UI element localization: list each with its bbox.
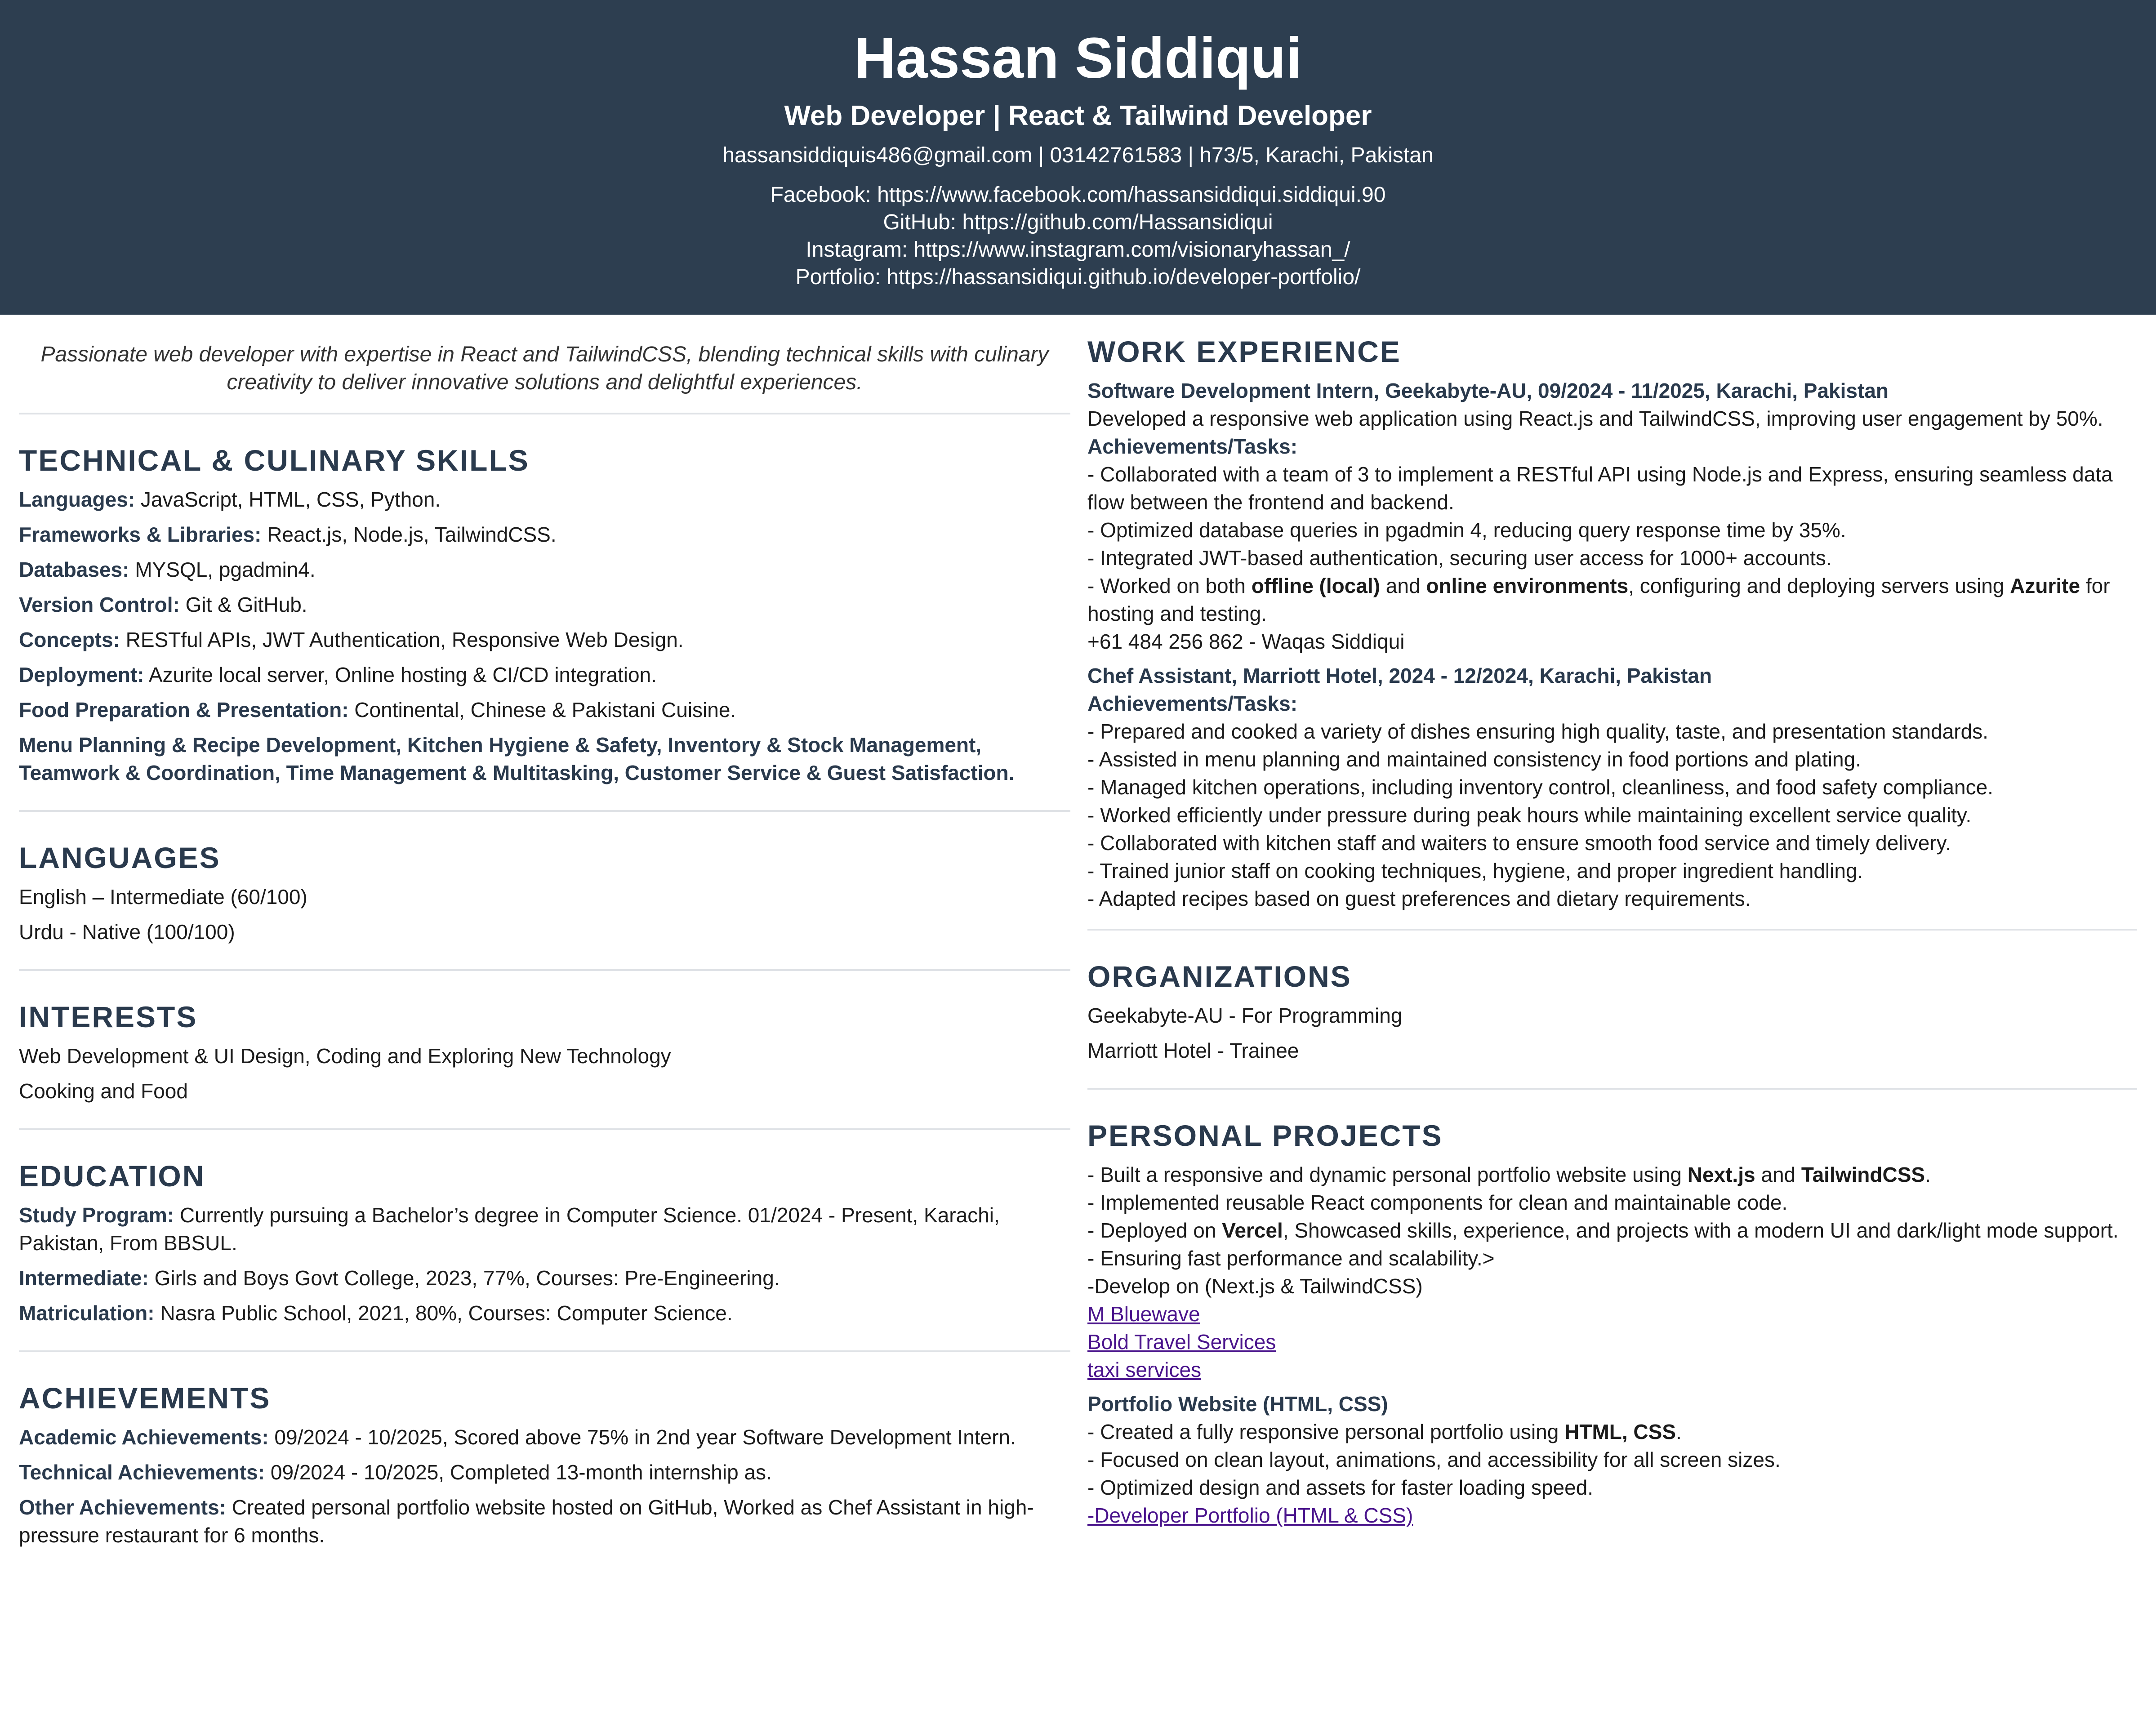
skill-value: Git & GitHub.	[179, 593, 307, 616]
project-bold: HTML, CSS	[1564, 1420, 1676, 1443]
skill-value: MYSQL, pgadmin4.	[129, 558, 316, 581]
skill-row	[19, 661, 1070, 689]
education-item	[19, 1264, 1070, 1292]
project-line: -Develop on (Next.js & TailwindCSS)	[1087, 1274, 1423, 1298]
reference: +61 484 256 862 - Waqas Siddiqui	[1087, 630, 1405, 653]
soft-skills: Menu Planning & Recipe Development, Kitchen Hygiene & Safety, Inventory & Stock Management, Teamwork & Coordination, Time Management & Multitasking, Customer Service & Guest Satisfaction.	[19, 733, 1015, 784]
achievement-value: 09/2024 - 10/2025, Completed 13-month internship as.	[265, 1461, 772, 1484]
education-item	[19, 1201, 1070, 1257]
project-text: .	[1925, 1163, 1931, 1186]
project-text: , Showcased skills, experience, and projects with a modern UI and dark/light mode support.	[1283, 1219, 2119, 1242]
project-line	[1087, 1418, 2137, 1446]
task-item: - Trained junior staff on cooking techniques, hygiene, and proper ingredient handling.	[1087, 859, 1863, 882]
education-value: Girls and Boys Govt College, 2023, 77%, Courses: Pre-Engineering.	[148, 1266, 780, 1290]
skill-value: React.js, Node.js, TailwindCSS.	[261, 523, 557, 546]
organizations-section	[1087, 931, 2137, 1090]
skill-label: Deployment:	[19, 663, 144, 686]
project-text: .	[1676, 1420, 1682, 1443]
section-title: PERSONAL PROJECTS	[1087, 1119, 1443, 1152]
skill-value: Azurite local server, Online hosting & CI/CD integration.	[144, 663, 657, 686]
project-bold: Next.js	[1687, 1163, 1755, 1186]
project-bold: Vercel	[1222, 1219, 1283, 1242]
project-bold: TailwindCSS	[1801, 1163, 1925, 1186]
task-item: - Worked efficiently under pressure during peak hours while maintaining excellent service quality.	[1087, 803, 1972, 827]
project-text: - Deployed on	[1087, 1219, 1222, 1242]
skill-row	[19, 626, 1070, 654]
achievement-value: 09/2024 - 10/2025, Scored above 75% in 2nd year Software Development Intern.	[268, 1425, 1016, 1449]
facebook-link[interactable]: Facebook: https://www.facebook.com/hassansiddiqui.siddiqui.90	[770, 183, 1386, 207]
project-line: - Ensuring fast performance and scalability.>	[1087, 1247, 1495, 1270]
project-line: - Optimized design and assets for faster loading speed.	[1087, 1476, 1594, 1499]
section-title: TECHNICAL & CULINARY SKILLS	[19, 444, 530, 477]
achievement-label: Academic Achievements:	[19, 1425, 269, 1449]
project-link[interactable]: Bold Travel Services	[1087, 1330, 1276, 1354]
projects-section	[1087, 1090, 2137, 1545]
section-title: WORK EXPERIENCE	[1087, 335, 1401, 368]
github-link[interactable]: GitHub: https://github.com/Hassansidiqui	[883, 210, 1273, 234]
education-item	[19, 1299, 1070, 1327]
task-bold: Azurite	[2010, 574, 2080, 597]
skill-label: Food Preparation & Presentation:	[19, 698, 349, 721]
portfolio-project-link[interactable]: -Developer Portfolio (HTML & CSS)	[1087, 1504, 1413, 1527]
skill-label: Version Control:	[19, 593, 180, 616]
section-title: ORGANIZATIONS	[1087, 960, 1352, 993]
section-title: INTERESTS	[19, 1000, 198, 1033]
resume-header	[0, 0, 2156, 315]
job-heading: Chef Assistant, Marriott Hotel, 2024 - 12/2024, Karachi, Pakistan	[1087, 664, 1712, 687]
project-line	[1087, 1161, 2137, 1189]
achievements-section	[19, 1352, 1070, 1572]
task-item: - Prepared and cooked a variety of dishes ensuring high quality, taste, and presentation standards.	[1087, 720, 1988, 743]
tasks-label: Achievements/Tasks:	[1087, 435, 1298, 458]
task-text: and	[1380, 574, 1426, 597]
achievement-item	[19, 1493, 1070, 1549]
language-item: Urdu - Native (100/100)	[19, 920, 235, 944]
achievement-item	[19, 1423, 1070, 1451]
skill-value: JavaScript, HTML, CSS, Python.	[135, 488, 441, 511]
project-text: and	[1755, 1163, 1801, 1186]
summary: Passionate web developer with expertise in React and TailwindCSS, blending technical skills with culinary creativity to deliver innovative solutions and delightful experiences.	[19, 315, 1070, 414]
name: Hassan Siddiqui	[854, 26, 1302, 90]
task-item	[1087, 572, 2137, 628]
task-text: - Worked on both	[1087, 574, 1252, 597]
achievement-label: Other Achievements:	[19, 1496, 226, 1519]
task-item: - Integrated JWT-based authentication, securing user access for 1000+ accounts.	[1087, 546, 1832, 570]
section-title: ACHIEVEMENTS	[19, 1381, 271, 1415]
job-description: Developed a responsive web application using React.js and TailwindCSS, improving user engagement by 50%.	[1087, 407, 2103, 430]
education-value: Currently pursuing a Bachelor’s degree in Computer Science. 01/2024 - Present, Karachi, Pakistan, From BBSUL.	[19, 1203, 1000, 1255]
section-title: LANGUAGES	[19, 841, 221, 874]
social-links	[0, 181, 2156, 291]
task-item: - Collaborated with a team of 3 to implement a RESTful API using Node.js and Express, ensuring seamless data flow between the frontend and backend.	[1087, 463, 2113, 514]
portfolio-link[interactable]: Portfolio: https://hassansidiqui.github.io/developer-portfolio/	[795, 265, 1361, 289]
left-column	[19, 315, 1070, 1572]
achievement-label: Technical Achievements:	[19, 1461, 265, 1484]
project-text: - Created a fully responsive personal portfolio using	[1087, 1420, 1565, 1443]
languages-section	[19, 812, 1070, 971]
interest-item: Cooking and Food	[19, 1079, 188, 1103]
education-label: Matriculation:	[19, 1301, 155, 1325]
project-line: - Focused on clean layout, animations, and accessibility for all screen sizes.	[1087, 1448, 1781, 1471]
section-title: EDUCATION	[19, 1159, 205, 1193]
resume-body	[0, 315, 2156, 1572]
skill-label: Frameworks & Libraries:	[19, 523, 262, 546]
skill-row	[19, 556, 1070, 583]
contact-info: hassansiddiquis486@gmail.com | 03142761583 | h73/5, Karachi, Pakistan	[722, 143, 1434, 167]
tasks-label: Achievements/Tasks:	[1087, 692, 1298, 715]
project-line: - Implemented reusable React components for clean and maintainable code.	[1087, 1191, 1788, 1214]
achievement-value: Created personal portfolio website hosted on GitHub, Worked as Chef Assistant in high-pressure restaurant for 6 months.	[19, 1496, 1034, 1547]
task-item: - Collaborated with kitchen staff and waiters to ensure smooth food service and timely delivery.	[1087, 831, 1951, 855]
skill-value: Continental, Chinese & Pakistani Cuisine.	[348, 698, 736, 721]
job-heading: Software Development Intern, Geekabyte-AU, 09/2024 - 11/2025, Karachi, Pakistan	[1087, 379, 1889, 402]
project-text: - Built a responsive and dynamic personal portfolio website using	[1087, 1163, 1688, 1186]
skill-label: Concepts:	[19, 628, 120, 651]
organization-item: Geekabyte-AU - For Programming	[1087, 1004, 1403, 1027]
work-section	[1087, 315, 2137, 931]
right-column	[1087, 315, 2137, 1572]
achievement-item	[19, 1458, 1070, 1486]
job-title: Web Developer | React & Tailwind Developer	[784, 100, 1372, 131]
task-item: - Managed kitchen operations, including inventory control, cleanliness, and food safety compliance.	[1087, 775, 1993, 799]
organization-item: Marriott Hotel - Trainee	[1087, 1039, 1299, 1062]
skill-label: Databases:	[19, 558, 129, 581]
education-label: Intermediate:	[19, 1266, 149, 1290]
task-bold: offline (local)	[1251, 574, 1381, 597]
project-link[interactable]: taxi services	[1087, 1358, 1202, 1381]
task-text: , configuring and deploying servers using	[1628, 574, 2010, 597]
education-section	[19, 1130, 1070, 1352]
interest-item: Web Development & UI Design, Coding and Exploring New Technology	[19, 1044, 671, 1068]
task-item: - Assisted in menu planning and maintained consistency in food portions and plating.	[1087, 748, 1861, 771]
task-item: - Optimized database queries in pgadmin 4, reducing query response time by 35%.	[1087, 518, 1846, 542]
skill-row	[19, 591, 1070, 619]
interests-section	[19, 971, 1070, 1130]
project-line	[1087, 1216, 2137, 1244]
skill-row	[19, 521, 1070, 548]
skill-row	[19, 485, 1070, 513]
skill-label: Languages:	[19, 488, 135, 511]
skill-value: RESTful APIs, JWT Authentication, Responsive Web Design.	[120, 628, 684, 651]
skill-row	[19, 696, 1070, 724]
education-label: Study Program:	[19, 1203, 174, 1227]
skills-section	[19, 414, 1070, 812]
project-heading: Portfolio Website (HTML, CSS)	[1087, 1392, 1388, 1416]
task-bold: online environments	[1426, 574, 1629, 597]
language-item: English – Intermediate (60/100)	[19, 885, 307, 908]
project-link[interactable]: M Bluewave	[1087, 1302, 1200, 1326]
education-value: Nasra Public School, 2021, 80%, Courses: Computer Science.	[154, 1301, 733, 1325]
task-item: - Adapted recipes based on guest preferences and dietary requirements.	[1087, 887, 1751, 910]
instagram-link[interactable]: Instagram: https://www.instagram.com/visionaryhassan_/	[806, 238, 1350, 262]
task-text: for hosting and testing.	[1087, 574, 2110, 625]
